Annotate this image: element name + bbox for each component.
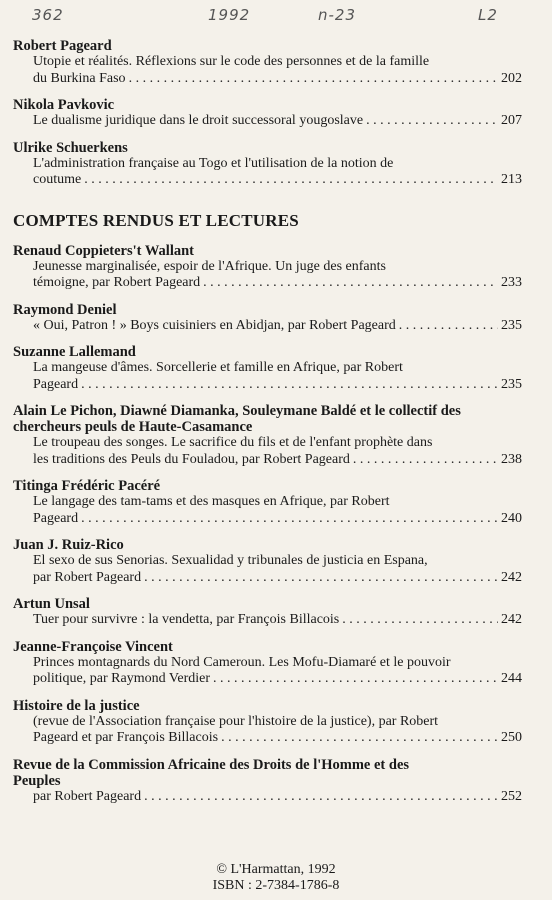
entry-last-line bbox=[33, 730, 522, 747]
page-number: 233 bbox=[501, 275, 522, 290]
entry-last-line bbox=[33, 377, 522, 394]
dot-leader bbox=[144, 570, 498, 587]
entry-title-line: Princes montagnards du Nord Cameroun. Les Mofu-Diamaré et le pouvoir bbox=[33, 654, 451, 670]
entry-title-line: (revue de l'Association française pour l'histoire de la justice), par Robert bbox=[33, 713, 439, 729]
entry-author: Alain Le Pichon, Diawné Diamanka, Souleymane Baldé et le collectif des bbox=[13, 403, 461, 419]
toc-entry bbox=[0, 140, 552, 189]
entry-title bbox=[0, 655, 552, 688]
entry-title bbox=[0, 553, 552, 586]
articles-list bbox=[0, 38, 552, 189]
entry-author: Ulrike Schuerkens bbox=[13, 139, 128, 156]
isbn: ISBN : 2-7384-1786-8 bbox=[212, 878, 340, 893]
entry-title bbox=[0, 612, 552, 629]
toc-entry bbox=[0, 698, 552, 747]
toc-entry bbox=[0, 596, 552, 629]
dot-leader bbox=[366, 113, 498, 130]
page-number: 242 bbox=[501, 612, 522, 627]
entry-title bbox=[0, 318, 552, 335]
reviews-list bbox=[0, 243, 552, 806]
entry-author: Raymond Deniel bbox=[13, 301, 117, 318]
dot-leader bbox=[213, 671, 498, 688]
dot-leader bbox=[399, 318, 498, 335]
page-number: 252 bbox=[501, 788, 522, 804]
entry-title-line: La mangeuse d'âmes. Sorcellerie et famille en Afrique, par Robert bbox=[33, 360, 403, 375]
entry-author-continued: chercheurs peuls de Haute-Casamance bbox=[13, 419, 253, 435]
toc-entry bbox=[0, 757, 552, 806]
toc-entry bbox=[0, 537, 552, 586]
handwritten-note: L2 bbox=[478, 6, 498, 24]
entry-title-text: Pageard bbox=[33, 376, 79, 392]
entry-author: Suzanne Lallemand bbox=[13, 344, 136, 360]
handwritten-note: 362 bbox=[32, 6, 64, 24]
entry-title bbox=[0, 435, 552, 468]
entry-title bbox=[0, 360, 552, 393]
entry-author: Juan J. Ruiz-Rico bbox=[13, 537, 124, 553]
entry-title bbox=[0, 113, 552, 130]
dot-leader bbox=[81, 377, 498, 394]
copyright: © L'Harmattan, 1992 bbox=[216, 862, 336, 877]
page-number: 242 bbox=[501, 569, 522, 585]
entry-title-text: coutume bbox=[33, 172, 82, 187]
entry-title bbox=[0, 259, 552, 292]
dot-leader bbox=[144, 789, 498, 806]
entry-title-text: les traditions des Peuls du Fouladou, par Robert Pageard bbox=[33, 451, 350, 467]
entry-last-line bbox=[33, 570, 522, 587]
entry-title-text: « Oui, Patron ! » Boys cuisiniers en Abidjan, par Robert Pageard bbox=[33, 317, 396, 333]
entry-title bbox=[0, 789, 552, 806]
toc-entry bbox=[0, 38, 552, 87]
toc-entry bbox=[0, 478, 552, 527]
toc-entry bbox=[0, 243, 552, 292]
entry-title-text: Pageard et par François Billacois bbox=[33, 730, 219, 745]
toc-entry bbox=[0, 639, 552, 688]
page-number: 250 bbox=[501, 730, 522, 745]
dot-leader bbox=[342, 612, 498, 629]
entry-last-line bbox=[33, 511, 522, 528]
page-number: 207 bbox=[501, 113, 522, 128]
entry-title bbox=[0, 714, 552, 747]
entry-title-text: Tuer pour survivre : la vendetta, par François Billacois bbox=[33, 612, 340, 627]
entry-last-line bbox=[33, 789, 522, 806]
page-number: 240 bbox=[501, 510, 522, 526]
toc-entry bbox=[0, 97, 552, 130]
entry-title-text: Le dualisme juridique dans le droit successoral yougoslave bbox=[33, 113, 364, 128]
entry-last-line bbox=[33, 671, 522, 688]
entry-author-continued: Peuples bbox=[13, 772, 61, 789]
entry-last-line bbox=[33, 275, 522, 292]
dot-leader bbox=[353, 452, 498, 469]
dot-leader bbox=[129, 71, 498, 88]
entry-author: Artun Unsal bbox=[13, 596, 90, 612]
toc-entry bbox=[0, 302, 552, 335]
entry-author: Renaud Coppieters't Wallant bbox=[13, 242, 195, 259]
entry-title-line: L'administration française au Togo et l'utilisation de la notion de bbox=[33, 155, 394, 171]
entry-title-line: Jeunesse marginalisée, espoir de l'Afrique. Un juge des enfants bbox=[33, 258, 386, 274]
entry-author: Titinga Frédéric Pacéré bbox=[13, 478, 161, 494]
entry-author: Jeanne-Françoise Vincent bbox=[13, 638, 173, 655]
table-of-contents bbox=[0, 38, 552, 815]
page-number: 235 bbox=[501, 317, 522, 333]
entry-last-line bbox=[33, 113, 522, 130]
entry-author: Robert Pageard bbox=[13, 38, 112, 54]
section-heading: COMPTES RENDUS ET LECTURES bbox=[13, 210, 299, 230]
entry-title-text: politique, par Raymond Verdier bbox=[33, 671, 211, 686]
entry-title bbox=[0, 156, 552, 189]
page-number: 238 bbox=[501, 451, 522, 467]
entry-title bbox=[0, 494, 552, 527]
entry-last-line bbox=[33, 172, 522, 189]
entry-author: Histoire de la justice bbox=[13, 697, 140, 714]
entry-title-text: par Robert Pageard bbox=[33, 569, 142, 585]
toc-entry bbox=[0, 344, 552, 393]
entry-last-line bbox=[33, 71, 522, 88]
entry-last-line bbox=[33, 612, 522, 629]
page-number: 244 bbox=[501, 671, 522, 686]
entry-title-line: Le langage des tam-tams et des masques en Afrique, par Robert bbox=[33, 494, 390, 509]
entry-author: Nikola Pavkovic bbox=[13, 97, 115, 113]
entry-last-line bbox=[33, 318, 522, 335]
entry-title-text: Pageard bbox=[33, 510, 79, 526]
page-number: 213 bbox=[501, 172, 522, 187]
dot-leader bbox=[84, 172, 498, 189]
entry-author: Revue de la Commission Africaine des Droits de l'Homme et des bbox=[13, 756, 410, 773]
entry-title bbox=[0, 54, 552, 87]
dot-leader bbox=[221, 730, 498, 747]
toc-entry bbox=[0, 403, 552, 468]
page-number: 202 bbox=[501, 70, 522, 86]
entry-last-line bbox=[33, 452, 522, 469]
dot-leader bbox=[81, 511, 498, 528]
entry-title-text: par Robert Pageard bbox=[33, 788, 142, 804]
entry-title-line: Utopie et réalités. Réflexions sur le code des personnes et de la famille bbox=[33, 54, 430, 69]
entry-title-text: témoigne, par Robert Pageard bbox=[33, 275, 201, 290]
page-number: 235 bbox=[501, 376, 522, 392]
handwritten-note: 1992 bbox=[208, 6, 251, 24]
handwritten-note: n-23 bbox=[318, 6, 357, 24]
entry-title-line: Le troupeau des songes. Le sacrifice du fils et de l'enfant prophète dans bbox=[33, 435, 433, 450]
entry-title-line: El sexo de sus Senorias. Sexualidad y tribunales de justicia en Espana, bbox=[33, 553, 428, 568]
entry-title-text: du Burkina Faso bbox=[33, 70, 126, 86]
dot-leader bbox=[203, 275, 498, 292]
